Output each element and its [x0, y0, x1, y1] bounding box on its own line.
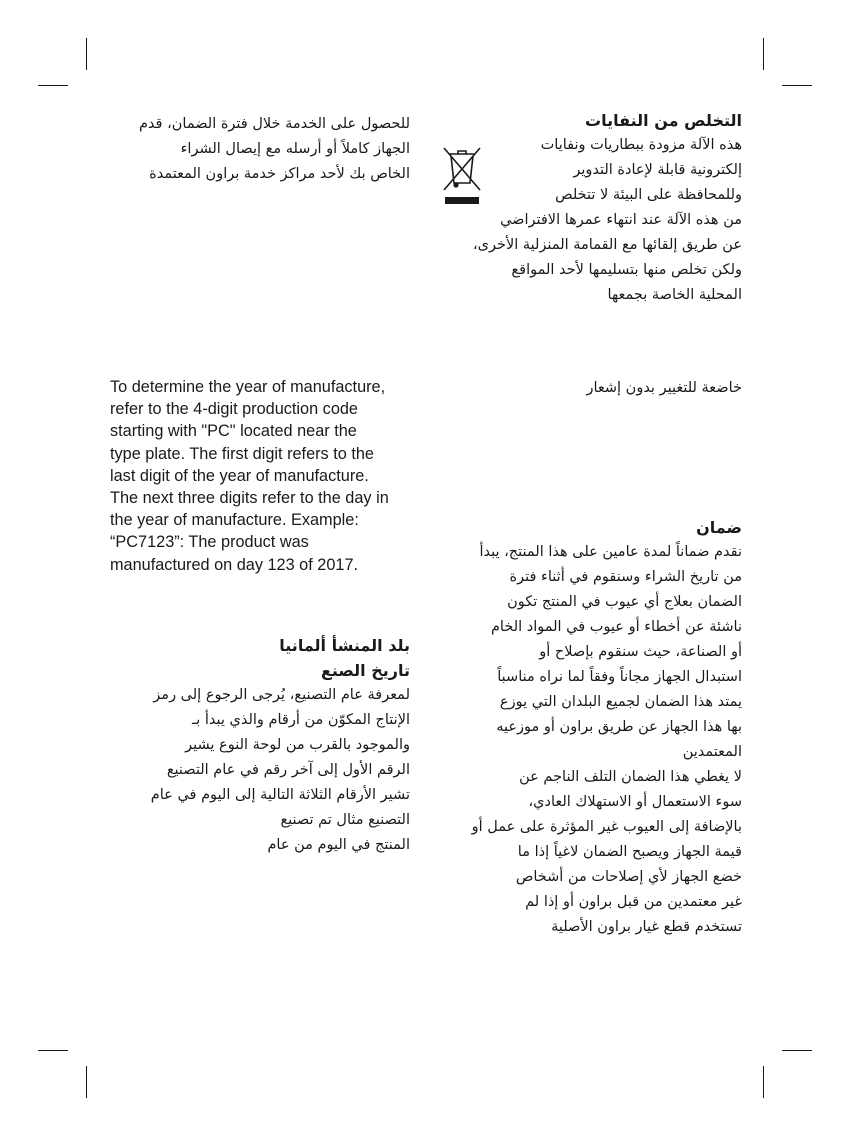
crossed-out-wheelie-bin-icon — [441, 145, 483, 207]
warranty-line: يمتد هذا الضمان لجميع البلدان التي يوزع — [499, 694, 742, 710]
service-line: الخاص بك لأحد مراكز خدمة براون المعتمدة — [149, 166, 410, 182]
warranty-line: غير معتمدين من قبل براون أو إذا لم — [525, 894, 742, 910]
warranty-line: بها هذا الجهاز عن طريق براون أو موزعيه — [496, 719, 742, 735]
warranty-line: لا يغطي هذا الضمان التلف الناجم عن — [519, 769, 742, 785]
manufacture-line: “PC7123”: The product was — [110, 533, 309, 552]
disposal-line: المحلية الخاصة بجمعها — [607, 287, 742, 303]
warranty-line: ناشئة عن أخطاء أو عيوب في المواد الخام — [490, 619, 742, 635]
service-line: للحصول على الخدمة خلال فترة الضمان، قدم — [138, 116, 410, 132]
manufacture-line: manufactured on day 123 of 2017. — [110, 555, 359, 574]
warranty-line: نقدم ضماناً لمدة عامين على هذا المنتج، يبدأ — [479, 544, 742, 560]
warranty-line: قيمة الجهاز ويصبح الضمان لاغياً إذا ما — [517, 844, 742, 860]
manufacture-line: last digit of the year of manufacture. — [110, 466, 369, 485]
origin-section — [151, 633, 410, 858]
warranty-line: المعتمدين — [682, 744, 742, 760]
crop-mark-bottom-right — [763, 1066, 764, 1098]
warranty-line: بالإضافة إلى العيوب غير المؤثرة على عمل أو — [471, 819, 742, 835]
service-section — [139, 112, 410, 187]
crop-mark-top-right-h — [782, 85, 812, 86]
warranty-title: ضمان — [696, 518, 742, 537]
disposal-line: وللمحافظة على البيئة لا تتخلص — [555, 187, 742, 203]
warranty-section — [472, 515, 742, 940]
manufacture-line: To determine the year of manufacture, — [110, 378, 386, 396]
crop-mark-top-right — [763, 38, 764, 70]
manufacture-english-section — [110, 376, 410, 576]
manufacture-line: type plate. The first digit refers to the — [110, 444, 374, 463]
warranty-line: خضع الجهاز لأي إصلاحات من أشخاص — [515, 869, 742, 885]
manufacture-line: the year of manufacture. Example: — [110, 511, 359, 530]
change-notice — [586, 376, 742, 401]
origin-line: الإنتاج المكوّن من أرقام والذي يبدأ بـ — [191, 712, 410, 728]
manufacture-line: starting with "PC" located near the — [110, 422, 357, 441]
origin-line: والموجود بالقرب من لوحة النوع يشير — [185, 737, 410, 753]
disposal-line: إلكترونية قابلة لإعادة التدوير — [573, 162, 742, 178]
service-line: الجهاز كاملاً أو أرسله مع إيصال الشراء — [180, 141, 410, 157]
manufacture-line: The next three digits refer to the day in — [110, 489, 389, 508]
disposal-section — [473, 108, 742, 308]
disposal-title: التخلص من النفايات — [585, 111, 742, 130]
warranty-line: تستخدم قطع غيار براون الأصلية — [551, 919, 742, 935]
crop-mark-bottom-right-h — [782, 1050, 812, 1051]
crop-mark-bottom-left — [86, 1066, 87, 1098]
origin-line: التصنيع مثال تم تصنيع — [280, 812, 410, 828]
country-of-origin: بلد المنشأ ألمانيا — [279, 636, 410, 655]
disposal-line: هذه الآلة مزودة ببطاريات ونفايات — [540, 137, 742, 153]
warranty-line: الضمان بعلاج أي عيوب في المنتج تكون — [507, 594, 742, 610]
disposal-line: عن طريق إلقائها مع القمامة المنزلية الأخرى، — [472, 237, 742, 253]
origin-line: تشير الأرقام الثلاثة التالية إلى اليوم في عام — [150, 787, 410, 803]
warranty-line: أو الصناعة، حيث سنقوم بإصلاح أو — [539, 644, 742, 660]
disposal-line: من هذه الآلة عند انتهاء عمرها الافتراضي — [500, 212, 742, 228]
change-notice-text: خاضعة للتغيير بدون إشعار — [586, 380, 742, 396]
crop-mark-bottom-left-h — [38, 1050, 68, 1051]
crop-mark-top-left — [86, 38, 87, 70]
crop-mark-top-left-h — [38, 85, 68, 86]
warranty-line: استبدال الجهاز مجاناً وفقاً لما نراه مناسباً — [497, 669, 742, 685]
manufacture-line: refer to the 4-digit production code — [110, 400, 358, 419]
warranty-line: سوء الاستعمال أو الاستهلاك العادي، — [528, 794, 742, 810]
origin-line: المنتج في اليوم من عام — [267, 837, 410, 853]
origin-line: لمعرفة عام التصنيع، يُرجى الرجوع إلى رمز — [153, 687, 410, 703]
manufacture-date-title: تاريخ الصنع — [320, 661, 410, 680]
origin-line: الرقم الأول إلى آخر رقم في عام التصنيع — [166, 762, 410, 778]
disposal-line: ولكن تخلص منها بتسليمها لأحد المواقع — [511, 262, 742, 278]
warranty-line: من تاريخ الشراء وسنقوم في أثناء فترة — [509, 569, 742, 585]
